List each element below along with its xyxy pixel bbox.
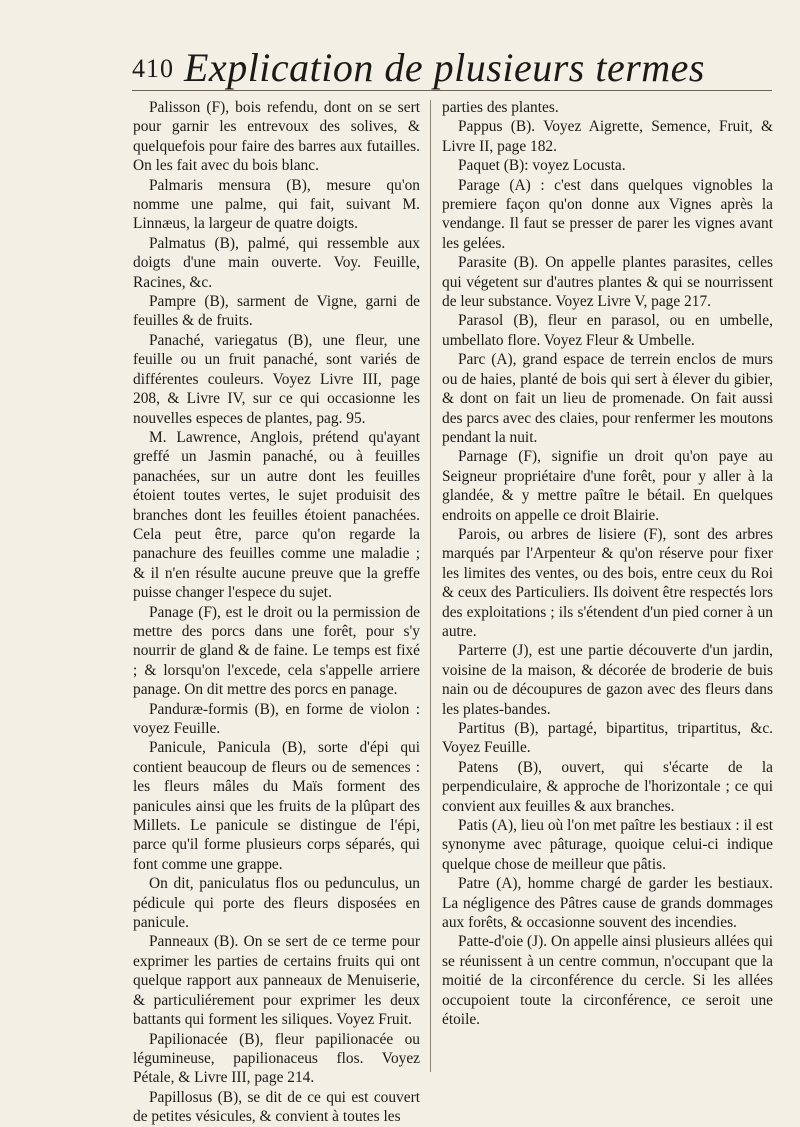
- entry-patens: Patens (B), ouvert, qui s'écarte de la perpendiculaire, & approche de l'horizontale ; ce qui convient aux feuilles & aux branches.: [442, 758, 773, 815]
- entry-lawrence: M. Lawrence, Anglois, prétend qu'ayant greffé un Jasmin panaché, ou à feuilles panachées, sur un autre dont les feuilles étoient toutes vertes, le sujet produisit des branches dont les feuilles étoient panachées. Cela peut être, parce qu'on regarde la panachure des feuilles comme une maladie ; & il n'en résulte aucune preuve que la greffe puisse changer l'espece du sujet.: [133, 428, 420, 602]
- entry-partitus: Partitus (B), partagé, bipartitus, tripartitus, &c. Voyez Feuille.: [442, 720, 773, 757]
- entry-pampre: Pampre (B), sarment de Vigne, garni de feuilles & de fruits.: [133, 293, 420, 330]
- entry-papilionacee: Papilionacée (B), fleur papilionacée ou légumineuse, papilionaceus flos. Voyez Pétale, & Livre III, page 214.: [133, 1030, 420, 1087]
- entry-parage: Parage (A) : c'est dans quelques vignobles la premiere façon qu'on donne aux Vignes après la vendange. Il faut se presser de parer les vignes avant les gelées.: [442, 176, 773, 252]
- entry-panneaux: Panneaux (B). On se sert de ce terme pour exprimer les parties de certains fruits qui ont quelque rapport aux panneaux de Menuiserie, & particuliérement pour exprimer les deux battants qui forment les siliques. Voyez Fruit.: [133, 933, 420, 1029]
- entry-palmatus: Palmatus (B), palmé, qui ressemble aux doigts d'une main ouverte. Voy. Feuille, Racines, &c.: [133, 234, 420, 291]
- page-number: 410: [132, 54, 174, 83]
- entry-palisson: Palisson (F), bois refendu, dont on se sert pour garnir les entrevoux des solives, & quelquefois pour faire des barres aux futailles. On les fait avec du bois blanc.: [133, 99, 420, 175]
- entry-panicule: Panicule, Panicula (B), sorte d'épi qui contient beaucoup de fleurs ou de semences : les fleurs mâles du Maïs forment des panicules ainsi que les fruits de la plûpart des Millets. Le panicule se distingue de l'épi, parce qu'il forme plusieurs corps séparés, qui font comme une grappe.: [133, 739, 420, 873]
- entry-parterre: Parterre (J), est une partie découverte d'un jardin, voisine de la maison, & décorée de broderie de buis nain ou de découpures de gazon avec des fleurs dans les plates-bandes.: [442, 642, 773, 718]
- entry-patte-doie: Patte-d'oie (J). On appelle ainsi plusieurs allées qui se réunissent à un centre commun, n'occupant que la moitié de la circonférence du cercle. Si les allées occupoient toute la circonférence, ce seroit une étoile.: [442, 933, 773, 1029]
- entry-parois: Parois, ou arbres de lisiere (F), sont des arbres marqués par l'Arpenteur & qu'on réserve pour fixer les limites des ventes, ou des bois, entre ceux du Roi & ceux des Particuliers. Ils doivent être respectés lors des exploitations ; ils s'étendent d'un pied corner à un autre.: [442, 525, 773, 640]
- column-divider: [430, 100, 431, 1072]
- entry-pappus: Pappus (B). Voyez Aigrette, Semence, Fruit, & Livre II, page 182.: [442, 118, 773, 155]
- entry-parasol: Parasol (B), fleur en parasol, ou en umbelle, umbellato flore. Voyez Fleur & Umbelle.: [442, 312, 773, 349]
- entry-palmaris: Palmaris mensura (B), mesure qu'on nomme une palme, qui fait, suivant M. Linnæus, la largeur de quatre doigts.: [133, 176, 420, 233]
- entry-papillosus: Papillosus (B), se dit de ce qui est couvert de petites vésicules, & convient à toutes les: [133, 1088, 420, 1126]
- running-title: Explication de plusieurs termes: [184, 45, 705, 90]
- entry-panage: Panage (F), est le droit ou la permission de mettre des porcs dans une forêt, pour s'y nourrir de gland & de faine. Le temps est fixé ; & lorsqu'on l'excede, cela s'appelle arriere panage. On dit mettre des porcs en panage.: [133, 603, 420, 699]
- left-column: [133, 98, 420, 1127]
- entry-patis: Patis (A), lieu où l'on met paître les bestiaux : il est synonyme avec pâturage, quoique celui-ci indique quelque chose de meilleur que pâtis.: [442, 817, 773, 873]
- entry-paquet: Paquet (B): voyez Locusta.: [458, 157, 626, 175]
- entry-panduraeformis: Panduræ-formis (B), en forme de violon : voyez Feuille.: [133, 700, 420, 737]
- entry-paniculatus: On dit, paniculatus flos ou pedunculus, un pédicule qui porte des fleurs disposées en panicule.: [133, 875, 420, 932]
- entry-panache: Panaché, variegatus (B), une fleur, une feuille ou un fruit panaché, sont variés de différentes couleurs. Voyez Livre III, page 208, & Livre IV, sur ce qui occasionne les nouvelles especes de plantes, pag. 95.: [133, 331, 420, 427]
- entry-parc: Parc (A), grand espace de terrein enclos de murs ou de haies, planté de bois qui sert à élever du gibier, & dont on fait un lieu de promenade. On fait aussi des parcs avec des claies, pour renfermer les moutons pendant la nuit.: [442, 351, 773, 446]
- header-rule: [132, 90, 772, 91]
- entry-patre: Patre (A), homme chargé de garder les bestiaux. La négligence des Pâtres cause de grands dommages aux forêts, & occasionne souvent des incendies.: [442, 875, 773, 932]
- entry-parasite: Parasite (B). On appelle plantes parasites, celles qui végetent sur d'autres plantes & qui se nourrissent de leur substance. Voyez Livre V, page 217.: [442, 254, 773, 311]
- right-column: [442, 98, 773, 1030]
- page-header: [132, 44, 772, 90]
- entry-parnage: Parnage (F), signifie un droit qu'on paye au Seigneur propriétaire d'une forêt, pour y aller à la glandée, & y mettre paître le bétail. En quelques endroits on appelle ce droit Blairie.: [442, 448, 773, 524]
- entry-continuation: parties des plantes.: [442, 99, 559, 116]
